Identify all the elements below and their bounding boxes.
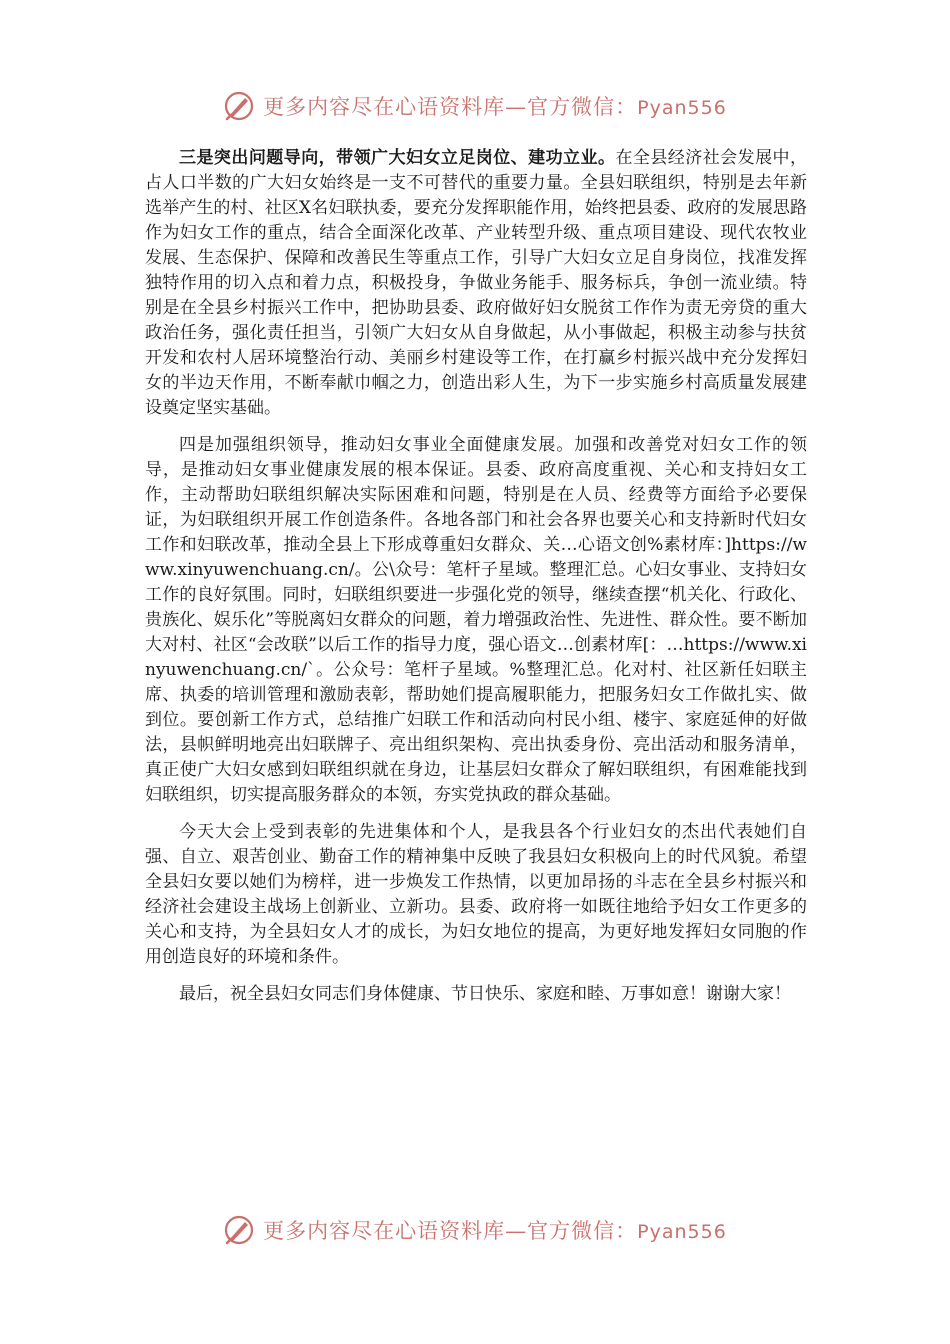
banner-wechat-id: Pyan556 bbox=[637, 97, 727, 119]
banner-label: 更多内容尽在心语资料库—官方微信： bbox=[263, 95, 638, 119]
banner-text bbox=[263, 1215, 727, 1245]
paragraph-2 bbox=[145, 433, 807, 808]
footer-watermark-banner bbox=[0, 1210, 950, 1250]
brush-logo-icon bbox=[223, 90, 255, 122]
paragraph-text: 最后，祝全县妇女同志们身体健康、节日快乐、家庭和睦、万事如意！谢谢大家！ bbox=[179, 984, 791, 1004]
banner-label: 更多内容尽在心语资料库—官方微信： bbox=[263, 1219, 638, 1243]
banner-text bbox=[263, 91, 727, 121]
paragraph-text: 四是加强组织领导，推动妇女事业全面健康发展。加强和改善党对妇女工作的领导，是推动妇女事业健康发展的根本保证。县委、政府高度重视、关心和支持妇女工作，主动帮助妇联组织解决实际困难和问题，特别是在人员、经费等方面给予必要保证，为妇联组织开展工作创造条件。各地各部门和社会各界也要关心和支持新时代妇女工作和妇联改革，推动全县上下形成尊重妇女群众、关…心语文创%素材库：]https://www.xinyuwenchuang.cn/。公\众号：笔杆子星域。整理汇总。心妇女事业、支持妇女工作的良好氛围。同时，妇联组织要进一步强化党的领导，继续查摆“机关化、行政化、贵族化、娱乐化”等脱离妇女群众的问题，着力增强政治性、先进性、群众性。要不断加大对村、社区“会改联”以后工作的指导力度，强心语文…创素材库[：…https://www.xinyuwenchuang.cn/`。公众号：笔杆子星域。%整理汇总。化对村、社区新任妇联主席、执委的培训管理和激励表彰，帮助她们提高履职能力，把服务妇女工作做扎实、做到位。要创新工作方式，总结推广妇联工作和活动向村民小组、楼宇、家庭延伸的好做法，县帜鲜明地亮出妇联牌子、亮出组织架构、亮出执委身份、亮出活动和服务清单，真正使广大妇女感到妇联组织就在身边，让基层妇女群众了解妇联组织，有困难能找到妇联组织，切实提高服务群众的本领，夯实党执政的群众基础。 bbox=[145, 435, 807, 805]
paragraph-4 bbox=[145, 982, 807, 1007]
banner-wechat-id: Pyan556 bbox=[637, 1221, 727, 1243]
paragraph-3 bbox=[145, 820, 807, 970]
brush-logo-icon bbox=[223, 1214, 255, 1246]
paragraph-text: 在全县经济社会发展中，占人口半数的广大妇女始终是一支不可替代的重要力量。全县妇联组织，特别是去年新选举产生的村、社区X名妇联执委，要充分发挥职能作用，始终把县委、政府的发展思路作为妇女工作的重点，结合全面深化改革、产业转型升级、重点项目建设、现代农牧业发展、生态保护、保障和改善民生等重点工作，引导广大妇女立足自身岗位，找准发挥独特作用的切入点和着力点，积极投身，争做业务能手、服务标兵，争创一流业绩。特别是在全县乡村振兴工作中，把协助县委、政府做好妇女脱贫工作作为责无旁贷的重大政治任务，强化责任担当，引领广大妇女从自身做起，从小事做起，积极主动参与扶贫开发和农村人居环境整治行动、美丽乡村建设等工作，在打赢乡村振兴战中充分发挥妇女的半边天作用，不断奉献巾帼之力，创造出彩人生，为下一步实施乡村高质量发展建设奠定坚实基础。 bbox=[145, 148, 808, 418]
paragraph-1 bbox=[145, 146, 807, 421]
paragraph-lead: 三是突出问题导向，带领广大妇女立足岗位、建功立业。 bbox=[179, 148, 616, 168]
document-body bbox=[145, 146, 807, 1019]
paragraph-text: 今天大会上受到表彰的先进集体和个人，是我县各个行业妇女的杰出代表她们自强、自立、艰苦创业、勤奋工作的精神集中反映了我县妇女积极向上的时代风貌。希望全县妇女要以她们为榜样，进一步焕发工作热情，以更加昂扬的斗志在全县乡村振兴和经济社会建设主战场上创新业、立新功。县委、政府将一如既往地给予妇女工作更多的关心和支持，为全县妇女人才的成长，为妇女地位的提高，为更好地发挥妇女同胞的作用创造良好的环境和条件。 bbox=[145, 822, 807, 967]
header-watermark-banner bbox=[0, 86, 950, 126]
